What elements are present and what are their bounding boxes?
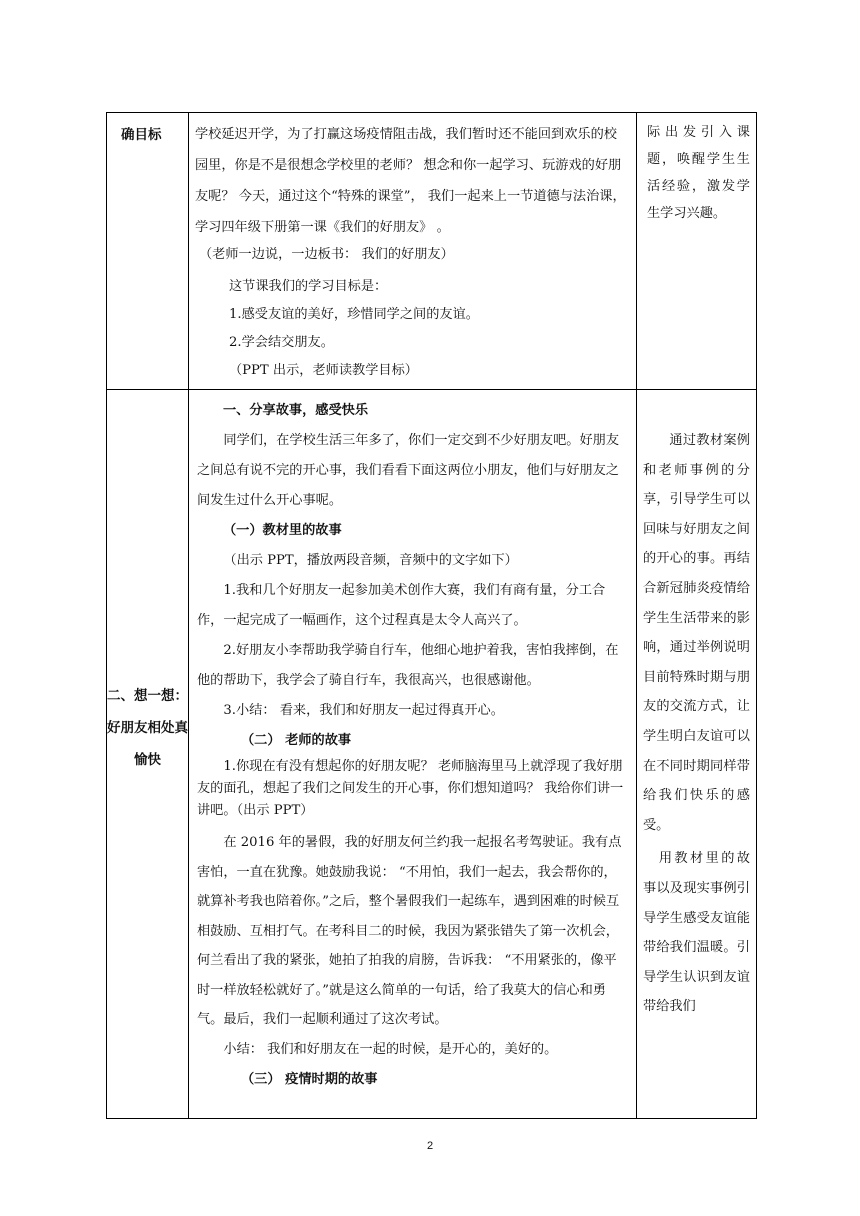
teacher-story: 在 2016 年的暑假，我的好朋友何兰约我一起报名考驾驶证。我有点害怕，一直在犹豫。她鼓励我说： “不用怕，我们一起去，我会帮你的，就算补考我也陪着你。”之后，整个暑假我们一起练车，遇到困难的时候互相鼓励、互相打气。在考科目二的时候，我因为紧张错失了第一次机会，何兰看出了我的紧张，她拍了拍我的肩膀，告诉我： “不用紧张的，像平时一样放轻松就好了。”就是这么简单的一句话，给了我莫大的信心和勇气。最后，我们一起顺利通过了这次考试。 bbox=[197, 835, 622, 1027]
design-intent-text: 际出发引入课题，唤醒学生生活经验，激发学生学习兴趣。 bbox=[647, 125, 750, 221]
intro-paragraph: 学校延迟开学，为了打赢这场疫情阻击战，我们暂时还不能回到欢乐的校园里，你是不是很想念学校里的老师？ 想念和你一起学习、玩游戏的好朋友呢？ 今天，通过这个“特殊的课堂”， 我们一起来上一节道德与法治课，学习四年级下册第一课《我们的好朋友》 。 bbox=[195, 127, 626, 235]
page-number: 2 bbox=[426, 1140, 434, 1152]
story-item: 1.我和几个好朋友一起参加美术创作大赛，我们有商有量，分工合作，一起完成了一幅画作，这个过程真是太令人高兴了。 bbox=[197, 583, 606, 628]
subsection-heading: （二） 老师的故事 bbox=[241, 733, 352, 748]
content-cell bbox=[189, 113, 637, 390]
story-item: 3.小结： 看来，我们和好朋友一起过得真开心。 bbox=[223, 703, 504, 718]
design-intent-text: 用教材里的故事以及现实事例引导学生感受友谊能带给我们温暖。引导学生认识到友谊带给我们 bbox=[643, 851, 750, 1015]
stage-label-cell bbox=[107, 113, 189, 390]
story-item: 2.好朋友小李帮助我学骑自行车，他细心地护着我，害怕我摔倒，在他的帮助下，我学会了骑自行车，我很高兴，也很感谢他。 bbox=[197, 643, 619, 688]
goal-item: 2.学会结交朋友。 bbox=[229, 335, 334, 350]
board-note: （老师一边说，一边板书： 我们的好朋友） bbox=[199, 247, 454, 262]
summary: 小结： 我们和好朋友在一起的时候，是开心的，美好的。 bbox=[223, 1041, 558, 1057]
table-row bbox=[107, 390, 757, 1119]
table-row bbox=[107, 113, 757, 390]
stage-label-cell bbox=[107, 390, 189, 1119]
paragraph: 同学们，在学校生活三年多了，你们一定交到不少好朋友吧。好朋友之间总有说不完的开心事，我们看看下面这两位小朋友，他们与好朋友之间发生过什么开心事呢。 bbox=[197, 433, 620, 508]
design-intent-cell bbox=[637, 113, 757, 390]
content-cell bbox=[189, 390, 637, 1119]
goal-item: 1.感受友谊的美好，珍惜同学之间的友谊。 bbox=[229, 307, 479, 322]
subsection-heading: （三） 疫情时期的故事 bbox=[241, 1071, 378, 1087]
design-intent-cell bbox=[637, 390, 757, 1119]
stage-label: 确目标 bbox=[121, 127, 162, 143]
ppt-note: （出示 PPT，播放两段音频，音频中的文字如下） bbox=[223, 553, 518, 568]
section-heading: 一、分享故事，感受快乐 bbox=[223, 403, 369, 418]
teacher-question: 1.你现在有没有想起你的好朋友呢？ 老师脑海里马上就浮现了我好朋友的面孔，想起了我们之间发生的开心事，你们想知道吗？ 我给你们讲一讲吧。（出示 PPT） bbox=[197, 759, 624, 818]
subsection-heading: （一）教材里的故事 bbox=[223, 523, 342, 538]
stage-label: 二、想一想：好朋友相处真愉快 bbox=[107, 688, 188, 768]
lesson-plan-table bbox=[106, 112, 757, 1119]
design-intent-text: 通过教材案例和老师事例的分享，引导学生可以回味与好朋友之间的开心的事。再结合新冠肺炎疫情给学生生活带来的影响，通过举例说明目前特殊时期与朋友的交流方式，让学生明白友谊可以在不同时期同样带给我们快乐的感受。 bbox=[643, 433, 750, 833]
goals-intro: 这节课我们的学习目标是： bbox=[229, 279, 388, 294]
ppt-note: （PPT 出示，老师读教学目标） bbox=[229, 363, 418, 378]
